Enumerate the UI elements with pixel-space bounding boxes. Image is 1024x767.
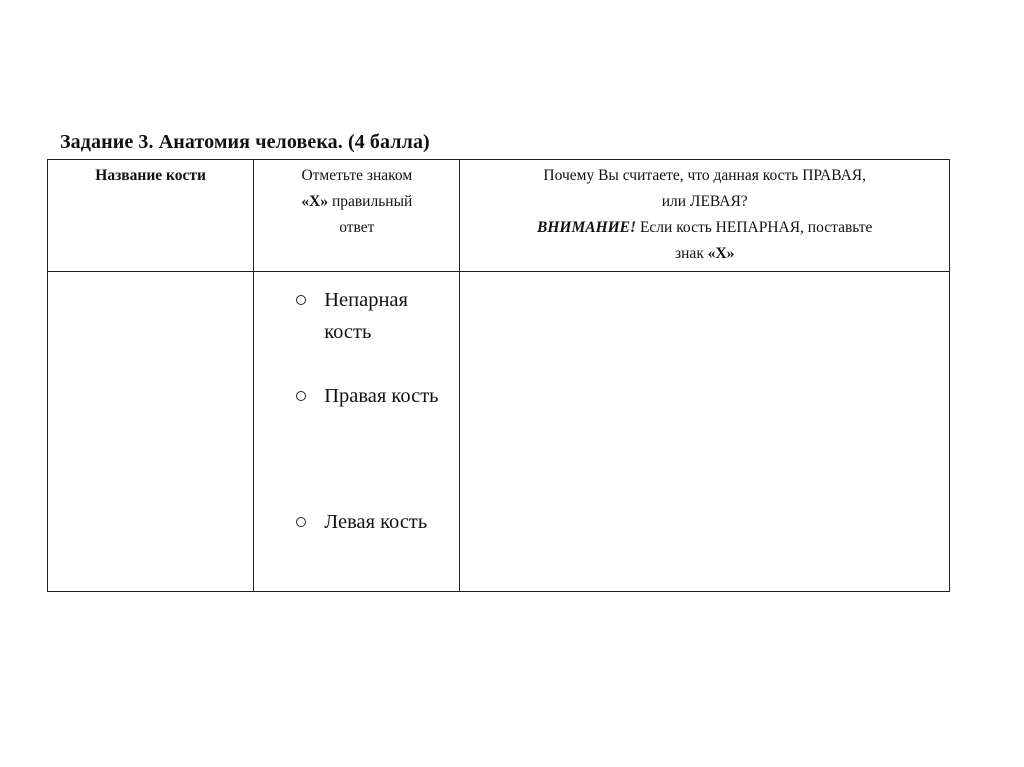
header-mark-line2 — [260, 189, 453, 215]
anatomy-task-table — [47, 159, 950, 592]
header-bone-name — [48, 160, 254, 272]
task-title: Задание 3. Анатомия человека. (4 балла) — [60, 131, 430, 153]
header-why-line3-rest: Если кость НЕПАРНАЯ, поставьте — [636, 219, 873, 236]
header-mark-line2-rest: правильный — [328, 193, 413, 210]
header-why — [460, 160, 950, 272]
reason-cell[interactable] — [460, 272, 950, 592]
option-right-bone[interactable] — [296, 380, 454, 412]
header-bone-name-text: Название кости — [95, 167, 206, 184]
header-why-line1: Почему Вы считаете, что данная кость ПРАВАЯ, — [543, 167, 866, 184]
header-mark-answer — [254, 160, 460, 272]
option-unpaired-bone[interactable] — [296, 284, 454, 348]
header-why-line4 — [466, 241, 943, 267]
table-header-row — [48, 160, 950, 272]
option-label: Правая кость — [324, 385, 439, 407]
radio-circle-icon[interactable] — [296, 506, 324, 538]
option-label: Левая кость — [324, 511, 428, 533]
header-why-x: «Х» — [707, 245, 735, 262]
header-why-line4-prefix: знак — [675, 245, 708, 262]
header-mark-x: «Х» — [301, 193, 329, 210]
header-why-attention: ВНИМАНИЕ! — [537, 219, 637, 236]
radio-circle-icon[interactable] — [296, 284, 324, 316]
table-answer-row — [48, 272, 950, 592]
mark-answer-cell — [254, 272, 460, 592]
header-why-line3 — [466, 215, 943, 241]
header-why-line2: или ЛЕВАЯ? — [661, 193, 748, 210]
header-mark-line1: Отметьте знаком — [301, 167, 413, 184]
option-label: Непарная кость — [324, 289, 408, 343]
bone-name-cell[interactable] — [48, 272, 254, 592]
header-mark-line3: ответ — [339, 219, 375, 236]
radio-circle-icon[interactable] — [296, 380, 324, 412]
option-left-bone[interactable] — [296, 506, 474, 538]
